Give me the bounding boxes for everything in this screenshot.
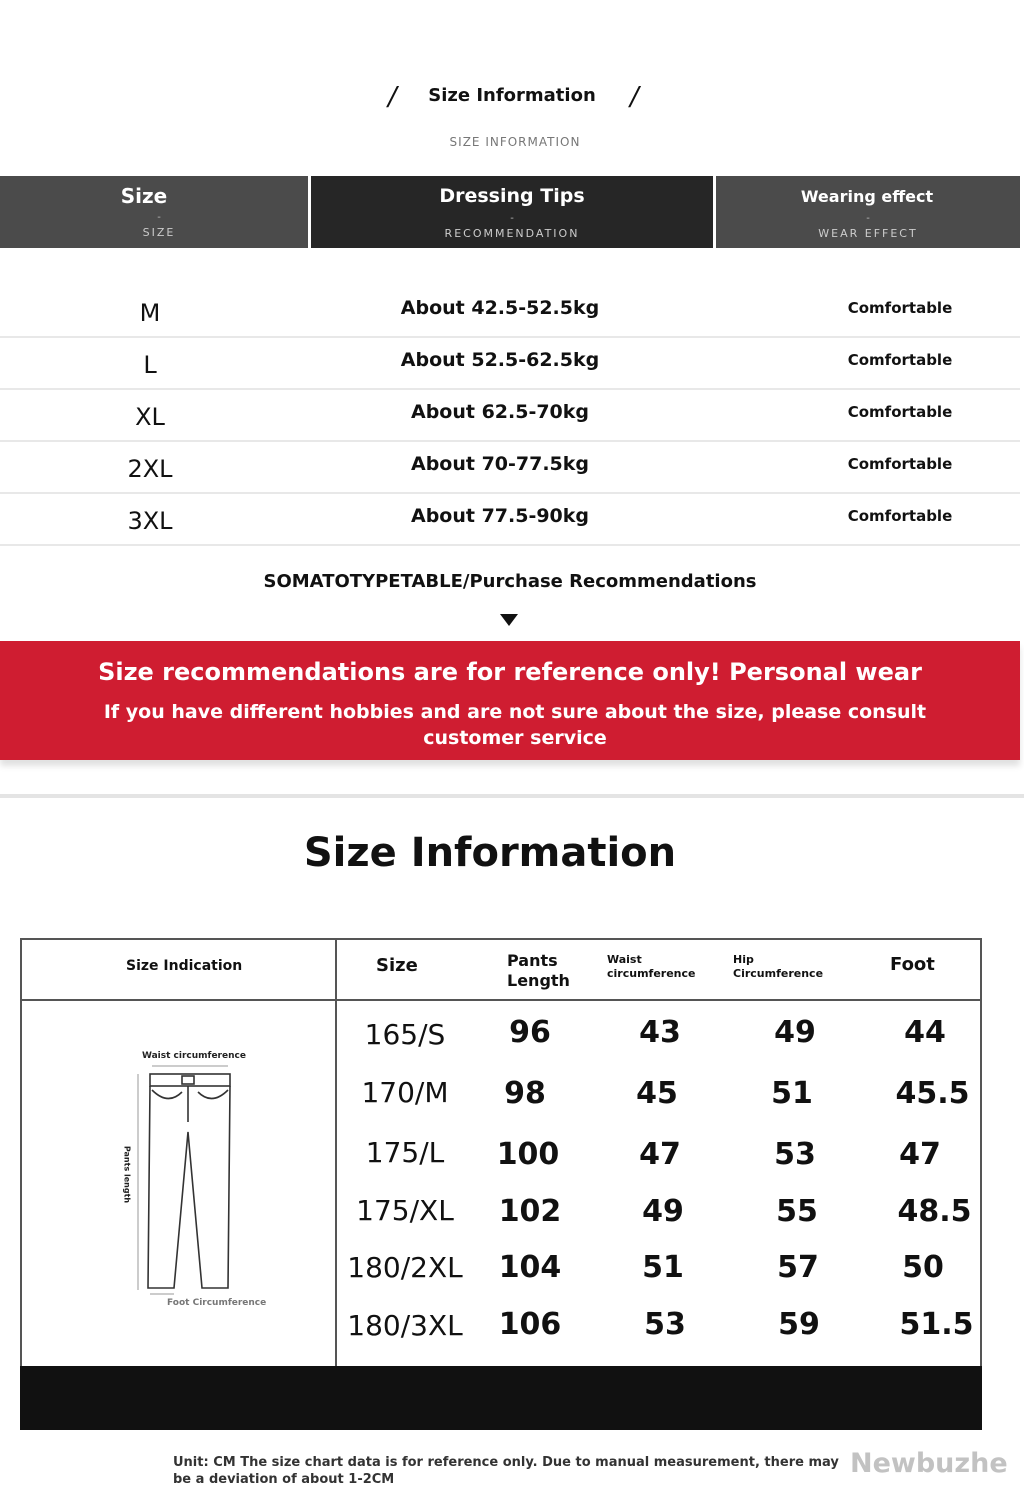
row-size: M bbox=[139, 299, 161, 327]
cell-size: 175/XL bbox=[356, 1194, 454, 1227]
cell-length: 104 bbox=[498, 1250, 562, 1285]
slash-left: / bbox=[388, 82, 397, 112]
cell-length: 98 bbox=[504, 1076, 546, 1111]
table-divider bbox=[20, 999, 982, 1001]
row-effect: Comfortable bbox=[847, 403, 953, 421]
recommendation-row bbox=[0, 285, 1020, 338]
row-weight: About 62.5-70kg bbox=[410, 401, 590, 423]
recommendation-row bbox=[0, 493, 1020, 546]
cell-size: 175/L bbox=[365, 1136, 445, 1169]
header-size-indication: Size Indication bbox=[126, 958, 243, 974]
down-arrow-icon bbox=[500, 614, 518, 626]
header-pants-length: Pants Length bbox=[507, 951, 570, 990]
column-dash: - bbox=[866, 213, 870, 224]
column-title: Dressing Tips bbox=[439, 185, 585, 207]
column-subtitle: WEAR EFFECT bbox=[818, 227, 918, 240]
cell-waist: 45 bbox=[636, 1076, 678, 1111]
diagram-foot-label: Foot Circumference bbox=[167, 1298, 267, 1308]
row-effect: Comfortable bbox=[847, 351, 953, 369]
cell-foot: 44 bbox=[904, 1015, 946, 1050]
cell-length: 100 bbox=[496, 1137, 560, 1172]
row-weight: About 52.5-62.5kg bbox=[400, 349, 600, 371]
cell-length: 96 bbox=[509, 1015, 551, 1050]
size-info-subheading: SIZE INFORMATION bbox=[449, 135, 581, 149]
cell-waist: 51 bbox=[642, 1250, 684, 1285]
diagram-waist-label: Waist circumference bbox=[142, 1051, 246, 1061]
column-title: Size bbox=[120, 184, 168, 208]
cell-foot: 47 bbox=[899, 1137, 941, 1172]
size-info-heading: Size Information bbox=[428, 85, 596, 106]
row-weight: About 70-77.5kg bbox=[410, 453, 590, 475]
header-hip: Hip Circumference bbox=[733, 953, 824, 980]
row-weight: About 77.5-90kg bbox=[410, 505, 590, 527]
brand-watermark: Newbuzhe bbox=[850, 1448, 1008, 1479]
recommendation-row bbox=[0, 337, 1020, 390]
cell-waist: 53 bbox=[644, 1307, 686, 1342]
column-dash: - bbox=[510, 213, 514, 224]
cell-hip: 49 bbox=[774, 1015, 816, 1050]
cell-size: 165/S bbox=[364, 1018, 446, 1051]
cell-hip: 57 bbox=[777, 1250, 819, 1285]
cell-size: 180/2XL bbox=[347, 1251, 463, 1284]
cell-waist: 49 bbox=[642, 1194, 684, 1229]
notice-line-2: If you have different hobbies and are not sure about the size, please consult customer service bbox=[103, 701, 927, 749]
cell-hip: 59 bbox=[778, 1307, 820, 1342]
recommendation-row bbox=[0, 441, 1020, 494]
row-effect: Comfortable bbox=[847, 507, 953, 525]
size-table-title: Size Information bbox=[303, 830, 677, 876]
row-size: L bbox=[143, 351, 157, 379]
section-divider bbox=[0, 794, 1024, 798]
header-waist: Waist circumference bbox=[607, 953, 696, 980]
cell-hip: 55 bbox=[776, 1194, 818, 1229]
cell-foot: 51.5 bbox=[899, 1307, 974, 1342]
column-header-effect bbox=[716, 176, 1020, 248]
row-size: 3XL bbox=[127, 507, 173, 535]
somatotype-heading: SOMATOTYPETABLE/Purchase Recommendations bbox=[263, 571, 757, 592]
diagram-length-label: Pants length bbox=[122, 1145, 132, 1204]
row-size: 2XL bbox=[127, 455, 173, 483]
header-foot: Foot bbox=[890, 954, 935, 975]
recommendation-row bbox=[0, 389, 1020, 442]
cell-size: 170/M bbox=[361, 1076, 449, 1109]
header-size: Size bbox=[376, 955, 418, 976]
table-footer-bar bbox=[20, 1366, 982, 1430]
row-size: XL bbox=[135, 403, 165, 431]
row-effect: Comfortable bbox=[847, 299, 953, 317]
column-title: Wearing effect bbox=[800, 187, 934, 206]
notice-line-1: Size recommendations are for reference only! Personal wear bbox=[98, 658, 922, 686]
cell-waist: 43 bbox=[639, 1015, 681, 1050]
cell-foot: 48.5 bbox=[897, 1194, 972, 1229]
column-header-tips bbox=[311, 176, 713, 248]
cell-length: 102 bbox=[498, 1194, 562, 1229]
column-dash: - bbox=[157, 212, 161, 223]
cell-waist: 47 bbox=[639, 1137, 681, 1172]
cell-length: 106 bbox=[498, 1307, 562, 1342]
slash-right: / bbox=[630, 82, 639, 112]
footnote: Unit: CM The size chart data is for reference only. Due to manual measurement, there may be a deviation of about 1-2CM bbox=[173, 1455, 839, 1487]
row-effect: Comfortable bbox=[847, 455, 953, 473]
pants-diagram-icon bbox=[130, 1062, 250, 1298]
table-divider bbox=[335, 938, 337, 1366]
cell-hip: 53 bbox=[774, 1137, 816, 1172]
column-subtitle: SIZE bbox=[142, 226, 176, 239]
cell-foot: 50 bbox=[902, 1250, 944, 1285]
column-subtitle: RECOMMENDATION bbox=[444, 227, 580, 240]
cell-foot: 45.5 bbox=[895, 1076, 970, 1111]
cell-size: 180/3XL bbox=[347, 1309, 463, 1342]
row-weight: About 42.5-52.5kg bbox=[400, 297, 600, 319]
column-header-size bbox=[0, 176, 308, 248]
cell-hip: 51 bbox=[771, 1076, 813, 1111]
